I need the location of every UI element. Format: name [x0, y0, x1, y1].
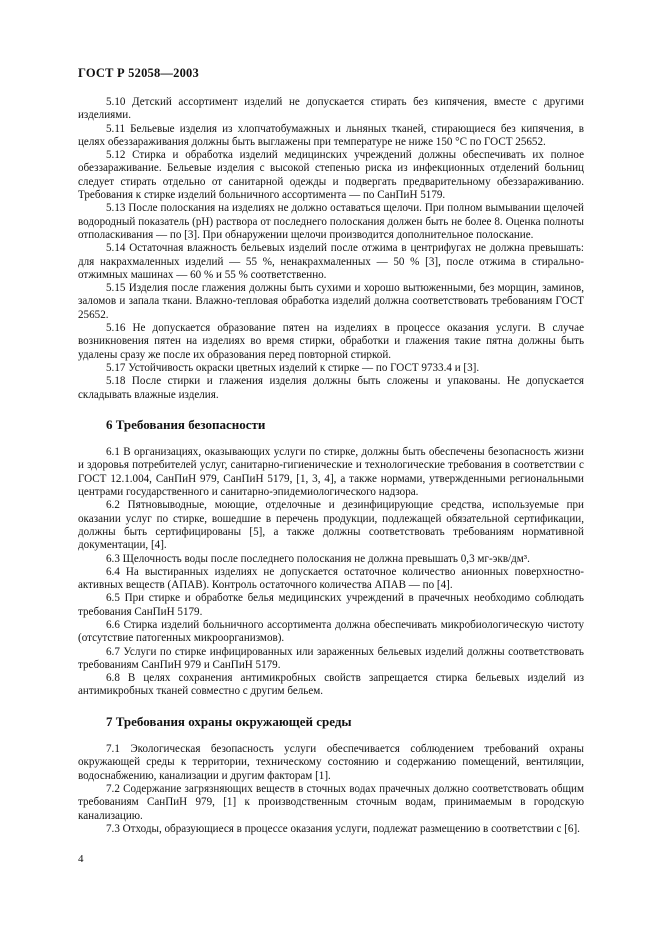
paragraph-5-16: 5.16 Не допускается образование пятен на изделиях в процессе оказания услуги. В случае возникновения пятен на изделиях во время стирки, обработки и глажения такие пятна должны быть удалены сразу же после их образования перед повторной стиркой.	[78, 322, 584, 361]
section-6-heading: 6 Требования безопасности	[106, 416, 266, 432]
paragraph-6-8: 6.8 В целях сохранения антимикробных свойств запрещается стирка бельевых изделий из антимикробных тканей совместно с другим бельем.	[78, 672, 584, 698]
paragraph-5-14: 5.14 Остаточная влажность бельевых изделий после отжима в центрифугах не должна превышать: для накрахмаленных изделий — 55 %, ненакрахмаленных — 50 % [3], после отжима в стирально-отжимных машинах — 60 % и 55 % соответственно.	[78, 242, 584, 281]
paragraph-5-11: 5.11 Бельевые изделия из хлопчатобумажных и льняных тканей, стирающиеся без кипячения, в целях обеззараживания должны быть выглажены при температуре не ниже 150 °C по ГОСТ 25652.	[78, 122, 584, 148]
paragraph-7-2: 7.2 Содержание загрязняющих веществ в сточных водах прачечных должно соответствовать общим требованиям СанПиН 979, [1] к производственным сточным водам, принимаемым в городскую канализацию.	[78, 782, 584, 822]
page-number: 4	[78, 853, 84, 865]
paragraph-5-12: 5.12 Стирка и обработка изделий медицинских учреждений должны обеспечивать их полное обеззараживание. Бельевые изделия с высокой степенью риска из инфекционных отделений больниц следует стирать отдельно от санитарной одежды и подвергать предварительному обеззараживанию. Требования к стирке изделий больничного ассортимента — по СанПиН 5179.	[78, 149, 584, 202]
paragraph-6-4: 6.4 На выстиранных изделиях не допускается остаточное количество анионных поверхностно-активных веществ (АПАВ). Контроль остаточного количества АПАВ — по [4].	[78, 565, 584, 592]
paragraph-7-1: 7.1 Экологическая безопасность услуги обеспечивается соблюдением требований охраны окружающей среды к территории, техническому состоянию и содержанию помещений, вентиляции, водоснабжению, канализации и другим факторам [1].	[78, 743, 584, 782]
paragraph-6-1: 6.1 В организациях, оказывающих услуги по стирке, должны быть обеспечены безопасность жизни и здоровья потребителей услуг, санитарно-гигиенические и технологические требования в соответствии с ГОСТ 12.1.004, СанПиН 979, СанПиН 5179, [1, 3, 4], а также нормами, утвержденными региональными центрами государственного и санитарно-эпидемиологического надзора.	[78, 446, 584, 499]
paragraph-5-17: 5.17 Устойчивость окраски цветных изделий к стирке — по ГОСТ 9733.4 и [3].	[106, 361, 480, 374]
paragraph-6-5: 6.5 При стирке и обработке белья медицинских учреждений в прачечных необходимо соблюдать требования СанПиН 5179.	[78, 592, 584, 618]
paragraph-6-6: 6.6 Стирка изделий больничного ассортимента должна обеспечивать микробиологическую чистоту (отсутствие патогенных микроорганизмов).	[78, 618, 584, 645]
paragraph-5-18: 5.18 После стирки и глажения изделия должны быть сложены и упакованы. Не допускается складывать влажные изделия.	[78, 375, 584, 401]
paragraph-5-13: 5.13 После полоскания на изделиях не должно оставаться щелочи. При полном вымывании щелочей водородный показатель (рН) раствора от последнего полоскания должен быть не более 8. Оценка полноты отполаскивания — по [3]. При обнаружении щелочи производится дополнительное полоскание.	[78, 202, 584, 241]
paragraph-6-2: 6.2 Пятновыводные, моющие, отделочные и дезинфицирующие средства, используемые при оказании услуг по стирке, вошедшие в перечень продукции, подлежащей обязательной сертификации, должны быть сертифицированы [5], а также должны соответствовать требованиям нормативной документации, [4].	[78, 499, 584, 552]
paragraph-5-10: 5.10 Детский ассортимент изделий не допускается стирать без кипячения, вместе с другими изделиями.	[78, 96, 584, 122]
document-body	[78, 96, 584, 836]
paragraph-6-3: 6.3 Щелочность воды после последнего полоскания не должна превышать 0,3 мг-экв/дм³.	[106, 552, 530, 565]
paragraph-5-15: 5.15 Изделия после глажения должны быть сухими и хорошо вытюженными, без морщин, заминов, заломов и запала ткани. Влажно-тепловая обработка изделий должна соответствовать требованиям ГОСТ 25652.	[78, 282, 584, 321]
document-header: ГОСТ Р 52058—2003	[78, 66, 199, 80]
paragraph-7-3: 7.3 Отходы, образующиеся в процессе оказания услуги, подлежат размещению в соответствии с [6].	[106, 822, 580, 835]
paragraph-6-7: 6.7 Услуги по стирке инфицированных или зараженных бельевых изделий должны соответствовать требованиям СанПиН 979 и СанПиН 5179.	[78, 645, 584, 671]
section-7-heading: 7 Требования охраны окружающей среды	[106, 713, 352, 729]
